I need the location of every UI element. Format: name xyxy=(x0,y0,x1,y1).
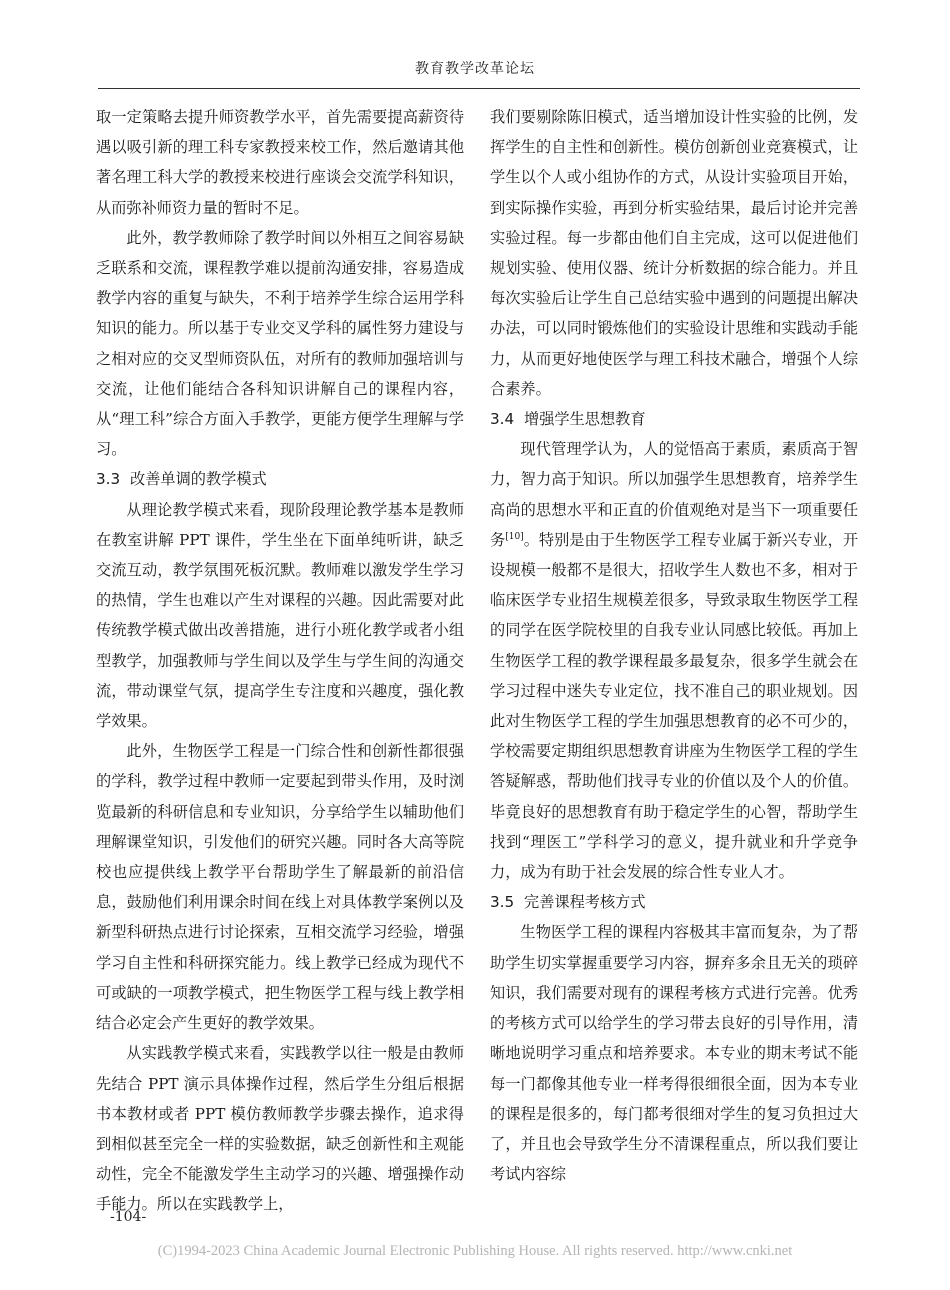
paragraph-text: 现代管理学认为，人的觉悟高于素质，素质高于智力，智力高于知识。所以加强学生思想教育，培养学生高尚的思想水平和正直的价值观绝对是当下一项重要任务 xyxy=(490,440,858,549)
journal-header: 教育教学改革论坛 xyxy=(415,61,535,77)
left-column xyxy=(96,102,464,1220)
section-heading-3-4 xyxy=(490,404,858,434)
section-title: 完善课程考核方式 xyxy=(524,893,646,912)
paragraph: 此外，生物医学工程是一门综合性和创新性都很强的学科，教学过程中教师一定要起到带头作用，及时浏览最新的科研信息和专业知识，分享给学生以辅助他们理解课堂知识，引发他们的研究兴趣。同时各大高等院校也应提供线上教学平台帮助学生了解最新的前沿信息，鼓励他们利用课余时间在线上对具体教学案例以及新型科研热点进行讨论探索，互相交流学习经验，增强学习自主性和科研探究能力。线上教学已经成为现代不可或缺的一项教学模式，把生物医学工程与线上教学相结合必定会产生更好的教学效果。 xyxy=(96,742,464,1033)
paragraph: 生物医学工程的课程内容极其丰富而复杂，为了帮助学生切实掌握重要学习内容，摒弃多余且无关的琐碎知识，我们需要对现有的课程考核方式进行完善。优秀的考核方式可以给学生的学习带去良好的引导作用，清晰地说明学习重点和培养要求。本专业的期末考试不能每一门都像其他专业一样考得很细很全面，因为本专业的课程是很多的，每门都考很细对学生的复习负担过大了，并且也会导致学生分不清课程重点，所以我们要让考试内容综 xyxy=(490,923,858,1184)
paragraph: 从理论教学模式来看，现阶段理论教学基本是教师在教室讲解 PPT 课件，学生坐在下面单纯听讲，缺乏交流互动，教学氛围死板沉默。教师难以激发学生学习的热情，学生也难以产生对课程的兴趣。因此需要对此传统教学模式做出改善措施，进行小班化教学或者小组型教学，加强教师与学生间以及学生与学生间的沟通交流，带动课堂气氛，提高学生专注度和兴趣度，强化教学效果。 xyxy=(96,500,464,731)
section-number: 3.3 xyxy=(96,470,121,489)
copyright-footer: (C)1994-2023 China Academic Journal Electronic Publishing House. All rights reserved. http://www.cnki.net xyxy=(157,1243,793,1259)
section-number: 3.4 xyxy=(490,410,515,429)
section-title: 改善单调的教学模式 xyxy=(130,470,267,489)
paragraph xyxy=(490,434,858,887)
section-heading-3-5 xyxy=(490,887,858,917)
header-divider xyxy=(98,88,860,89)
paragraph: 取一定策略去提升师资教学水平，首先需要提高薪资待遇以吸引新的理工科专家教授来校工作，然后邀请其他著名理工科大学的教授来校进行座谈会交流学科知识，从而弥补师资力量的暂时不足。 xyxy=(96,108,464,217)
section-number: 3.5 xyxy=(490,893,515,912)
section-heading-3-3 xyxy=(96,464,464,494)
section-title: 增强学生思想教育 xyxy=(524,410,646,429)
paragraph: 我们要剔除陈旧模式，适当增加设计性实验的比例，发挥学生的自主性和创新性。模仿创新创业竞赛模式，让学生以个人或小组协作的方式，从设计实验项目开始，到实际操作实验，再到分析实验结果，最后讨论并完善实验过程。每一步都由他们自主完成，这可以促进他们规划实验、使用仪器、统计分析数据的综合能力。并且每次实验后让学生自己总结实验中遇到的问题提出解决办法，可以同时锻炼他们的实验设计思维和实践动手能力，从而更好地使医学与理工科技术融合，增强个人综合素养。 xyxy=(490,108,858,398)
paragraph: 此外，教学教师除了教学时间以外相互之间容易缺乏联系和交流，课程教学难以提前沟通安排，容易造成教学内容的重复与缺失，不利于培养学生综合运用学科知识的能力。所以基于专业交叉学科的属性努力建设与之相对应的交叉型师资队伍，对所有的教师加强培训与交流，让他们能结合各科知识讲解自己的课程内容，从“理工科”综合方面入手教学，更能方便学生理解与学习。 xyxy=(96,228,464,459)
right-column xyxy=(490,102,858,1189)
page-number: -104- xyxy=(110,1209,147,1225)
citation-ref[interactable]: [10] xyxy=(505,531,524,542)
paragraph-text: 。特别是由于生物医学工程专业属于新兴专业，开设规模一般都不是很大，招收学生人数也不多，相对于临床医学专业招生规模差很多，导致录取生物医学工程的同学在医学院校里的自我专业认同感比较低。再加上生物医学工程的教学课程最多最复杂，很多学生就会在学习过程中迷失专业定位，找不准自己的职业规划。因此对生物医学工程的学生加强思想教育的必不可少的，学校需要定期组织思想教育讲座为生物医学工程的学生答疑解惑，帮助他们找寻专业的价值以及个人的价值。毕竟良好的思想教育有助于稳定学生的心智，帮助学生找到“理医工”学科学习的意义，提升就业和升学竞争力，成为有助于社会发展的综合性专业人才。 xyxy=(490,530,859,882)
paragraph: 从实践教学模式来看，实践教学以往一般是由教师先结合 PPT 演示具体操作过程，然后学生分组后根据书本教材或者 PPT 模仿教师教学步骤去操作，追求得到相似甚至完全一样的实验数据，缺乏创新性和主观能动性，完全不能激发学生主动学习的兴趣、增强操作动手能力。所以在实践教学上， xyxy=(96,1044,464,1214)
